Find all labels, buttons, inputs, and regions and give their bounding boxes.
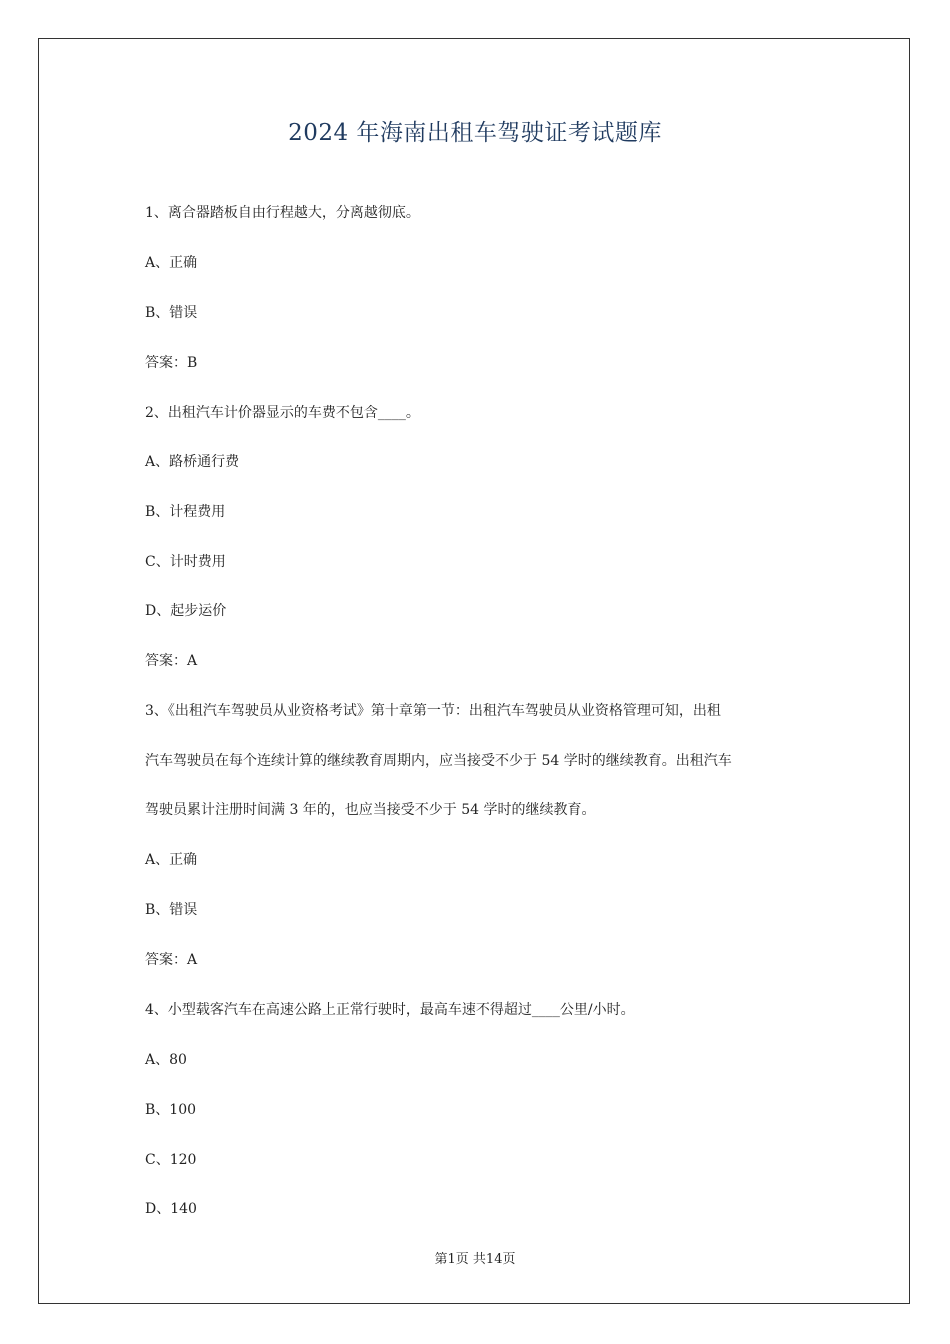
question-1-option-a: A、正确 [145,255,198,271]
question-3-text-line-2: 汽车驾驶员在每个连续计算的继续教育周期内，应当接受不少于 54 学时的继续教育。出租汽车 [145,753,732,769]
question-3-option-a: A、正确 [145,852,198,868]
question-2-option-a: A、路桥通行费 [145,454,240,470]
question-2-option-d: D、起步运价 [145,603,227,619]
question-4-option-b: B、100 [145,1102,197,1118]
question-1-option-b: B、错误 [145,305,198,321]
question-2-answer: 答案：A [145,653,198,669]
question-3-text-line-3: 驾驶员累计注册时间满 3 年的，也应当接受不少于 54 学时的继续教育。 [145,802,596,818]
question-2-option-b: B、计程费用 [145,504,226,520]
question-4-option-c: C、120 [145,1152,197,1168]
page-number-footer: 第1页 共14页 [434,1252,516,1267]
question-3-text-line-1: 3、《出租汽车驾驶员从业资格考试》第十章第一节：出租汽车驾驶员从业资格管理可知，出租 [145,703,721,719]
question-4-option-d: D、140 [145,1201,197,1217]
question-2-text: 2、出租汽车计价器显示的车费不包含____。 [145,405,420,421]
question-1-answer: 答案：B [145,355,198,371]
question-3-option-b: B、错误 [145,902,198,918]
question-2-option-c: C、计时费用 [145,554,226,570]
question-4-text: 4、小型载客汽车在高速公路上正常行驶时，最高车速不得超过____公里/小时。 [145,1002,635,1018]
question-1-text: 1、离合器踏板自由行程越大，分离越彻底。 [145,205,420,221]
question-4-option-a: A、80 [145,1052,187,1068]
question-3-answer: 答案：A [145,952,198,968]
document-title: 2024 年海南出租车驾驶证考试题库 [288,120,662,146]
